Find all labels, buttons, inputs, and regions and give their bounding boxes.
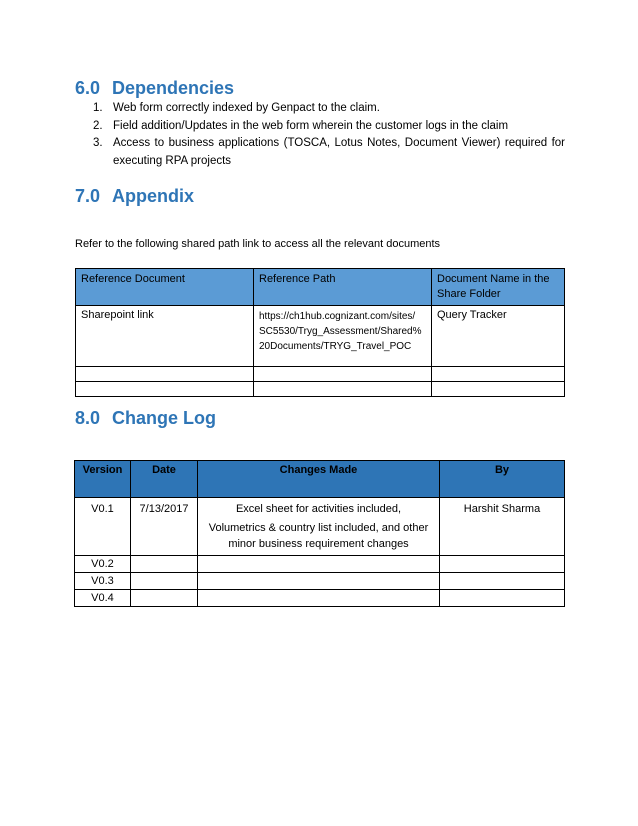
change-log-table: [74, 460, 565, 607]
header-reference-path: Reference Path: [254, 269, 432, 306]
dependencies-heading: [75, 78, 234, 99]
header-version: Version: [75, 461, 131, 498]
header-by: By: [440, 461, 565, 498]
section-number: 7.0: [75, 186, 101, 206]
appendix-heading: [75, 186, 194, 207]
section-title: Dependencies: [112, 78, 235, 98]
table-header-row: [76, 269, 565, 306]
table-row: [75, 498, 565, 556]
cell-version: V0.4: [75, 590, 131, 607]
cell-date: 7/13/2017: [131, 498, 198, 556]
list-number: 3.: [93, 137, 103, 149]
table-row: [75, 573, 565, 590]
cell-version: V0.2: [75, 556, 131, 573]
cell-version: V0.1: [75, 498, 131, 556]
header-changes: Changes Made: [198, 461, 440, 498]
cell-version: V0.3: [75, 573, 131, 590]
table-row: [76, 382, 565, 397]
table-row: [75, 556, 565, 573]
list-number: 2.: [93, 119, 103, 132]
cell-name: Query Tracker: [432, 306, 565, 367]
section-title: Change Log: [112, 408, 216, 428]
changes-line: Volumetrics & country list included, and other minor business requirement changes: [208, 522, 429, 550]
cell-changes: [198, 498, 440, 556]
change-log-heading: [75, 408, 216, 429]
appendix-intro: Refer to the following shared path link to access all the relevant documents: [75, 238, 441, 250]
header-document-name: Document Name in the Share Folder: [432, 269, 565, 306]
header-date: Date: [131, 461, 198, 498]
cell-by: Harshit Sharma: [440, 498, 565, 556]
section-number: 6.0: [75, 78, 101, 98]
section-number: 8.0: [75, 408, 101, 428]
cell-path-link[interactable]: https://ch1hub.cognizant.com/sites/ SC5530/Tryg_Assessment/Shared% 20Documents/TRYG_Travel_POC: [254, 306, 432, 367]
header-reference-document: Reference Document: [76, 269, 254, 306]
dependencies-list: [75, 100, 565, 170]
table-row: [75, 590, 565, 607]
list-item: [75, 100, 565, 118]
table-header-row: [75, 461, 565, 498]
cell-document: Sharepoint link: [76, 306, 254, 367]
table-row: [76, 306, 565, 367]
table-row: [76, 367, 565, 382]
list-text: Web form correctly indexed by Genpact to the claim.: [113, 102, 380, 114]
changes-line: Excel sheet for activities included,: [235, 503, 402, 515]
reference-table: [75, 268, 565, 397]
list-item: [75, 135, 565, 170]
list-text: Field addition/Updates in the web form wherein the customer logs in the claim: [113, 119, 509, 132]
list-text: Access to business applications (TOSCA, Lotus Notes, Document Viewer) required for executing RPA projects: [113, 137, 565, 167]
list-number: 1.: [93, 102, 103, 114]
section-title: Appendix: [112, 186, 195, 206]
list-item: [75, 118, 565, 136]
